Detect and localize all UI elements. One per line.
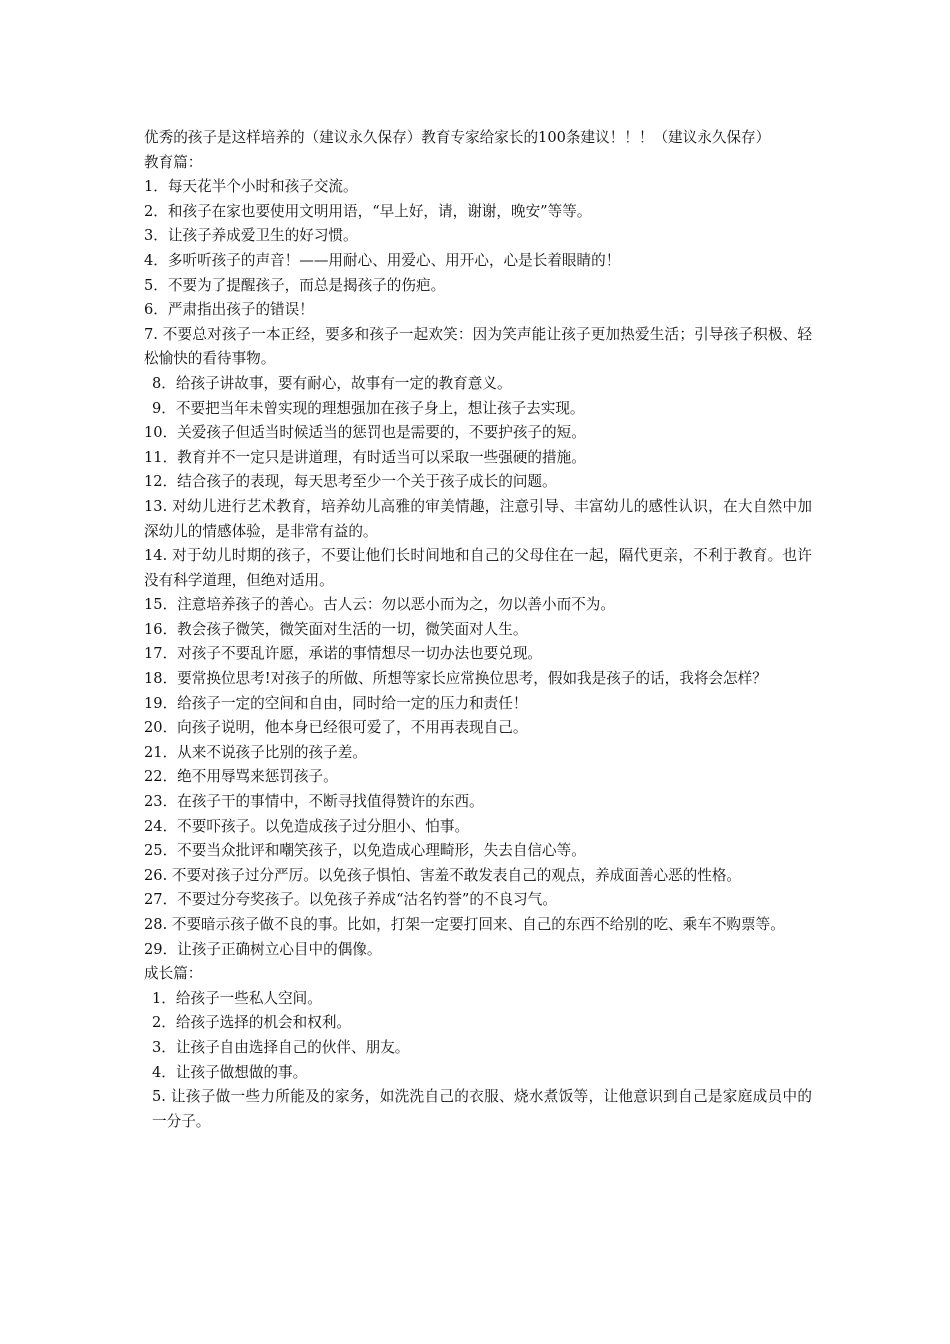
- list-item: 25．不要当众批评和嘲笑孩子，以免造成心理畸形，失去自信心等。: [144, 842, 586, 860]
- list-item: 18．要常换位思考!对孩子的所做、所想等家长应常换位思考，假如我是孩子的话，我将会怎样？: [144, 670, 767, 688]
- section-heading-education: 教育篇：: [144, 153, 203, 171]
- list-item: 23．在孩子干的事情中，不断寻找值得赞许的东西。: [144, 793, 484, 811]
- document-title: 优秀的孩子是这样培养的（建议永久保存）教育专家给家长的100条建议！！！（建议永久保存）: [144, 129, 771, 146]
- section-heading-growth: 成长篇：: [144, 965, 203, 983]
- list-item: 27．不要过分夸奖孩子。以免孩子养成“沽名钓誉”的不良习气。: [144, 891, 557, 909]
- list-item: 3．让孩子养成爱卫生的好习惯。: [144, 227, 358, 245]
- list-item: 19．给孩子一定的空间和自由，同时给一定的压力和责任！: [144, 694, 528, 712]
- list-item: 1．每天花半个小时和孩子交流。: [144, 178, 358, 196]
- list-item: 4．让孩子做想做的事。: [152, 1063, 308, 1081]
- list-item: 15．注意培养孩子的善心。古人云：勿以恶小而为之，勿以善小而不为。: [144, 596, 615, 614]
- list-item: 8．给孩子讲故事，要有耐心，故事有一定的教育意义。: [152, 374, 512, 392]
- list-item: 21．从来不说孩子比别的孩子差。: [144, 743, 367, 761]
- list-item: 12．结合孩子的表现，每天思考至少一个关于孩子成长的问题。: [144, 473, 557, 491]
- list-item: 14. 对于幼儿时期的孩子，不要让他们长时间地和自己的父母住在一起，隔代更亲，不利于教育。也许没有科学道理，但绝对适用。: [144, 547, 812, 589]
- list-item: 9．不要把当年未曾实现的理想强加在孩子身上，想让孩子去实现。: [152, 399, 585, 417]
- list-item: 24．不要吓孩子。以免造成孩子过分胆小、怕事。: [144, 817, 470, 835]
- list-item: 7. 不要总对孩子一本正经，要多和孩子一起欢笑：因为笑声能让孩子更加热爱生活；引导孩子积极、轻松愉快的看待事物。: [144, 325, 812, 368]
- list-item: 29．让孩子正确树立心目中的偶像。: [144, 940, 382, 958]
- list-item: 28. 不要暗示孩子做不良的事。比如，打架一定要打回来、自己的东西不给别的吃、乘车不购票等。: [144, 916, 785, 933]
- list-item: 16．教会孩子微笑，微笑面对生活的一切，微笑面对人生。: [144, 620, 528, 638]
- list-item: 13. 对幼儿进行艺术教育，培养幼儿高雅的审美情趣，注意引导、丰富幼儿的感性认识，在大自然中加深幼儿的情感体验，是非常有益的。: [144, 497, 812, 540]
- list-item: 3．让孩子自由选择自己的伙伴、朋友。: [152, 1038, 410, 1056]
- list-item: 6．严肃指出孩子的错误！: [144, 301, 314, 319]
- list-item: 1．给孩子一些私人空间。: [152, 989, 322, 1007]
- document-body: [144, 126, 812, 1134]
- list-item: 5. 让孩子做一些力所能及的家务，如洗洗自己的衣服、烧水煮饭等，让他意识到自己是家庭成员中的一分子。: [152, 1088, 812, 1130]
- list-item: 20．向孩子说明，他本身已经很可爱了，不用再表现自己。: [144, 719, 528, 737]
- list-item: 5．不要为了提醒孩子，而总是揭孩子的伤疤。: [144, 276, 446, 294]
- list-item: 2．和孩子在家也要使用文明用语，“早上好，请，谢谢，晚安”等等。: [144, 202, 592, 220]
- list-item: 10．关爱孩子但适当时候适当的惩罚也是需要的，不要护孩子的短。: [144, 424, 586, 442]
- list-item: 22．绝不用辱骂来惩罚孩子。: [144, 768, 338, 786]
- list-item: 17．对孩子不要乱许愿，承诺的事情想尽一切办法也要兑现。: [144, 645, 543, 663]
- list-item: 26. 不要对孩子过分严厉。以免孩子惧怕、害羞不敢发表自己的观点，养成面善心恶的性格。: [144, 866, 742, 884]
- list-item: 11．教育并不一定只是讲道理，有时适当可以采取一些强硬的措施。: [144, 448, 586, 466]
- list-item: 2．给孩子选择的机会和权利。: [152, 1014, 352, 1032]
- list-item: 4．多听听孩子的声音！——用耐心、用爱心、用开心，心是长着眼睛的！: [144, 251, 621, 269]
